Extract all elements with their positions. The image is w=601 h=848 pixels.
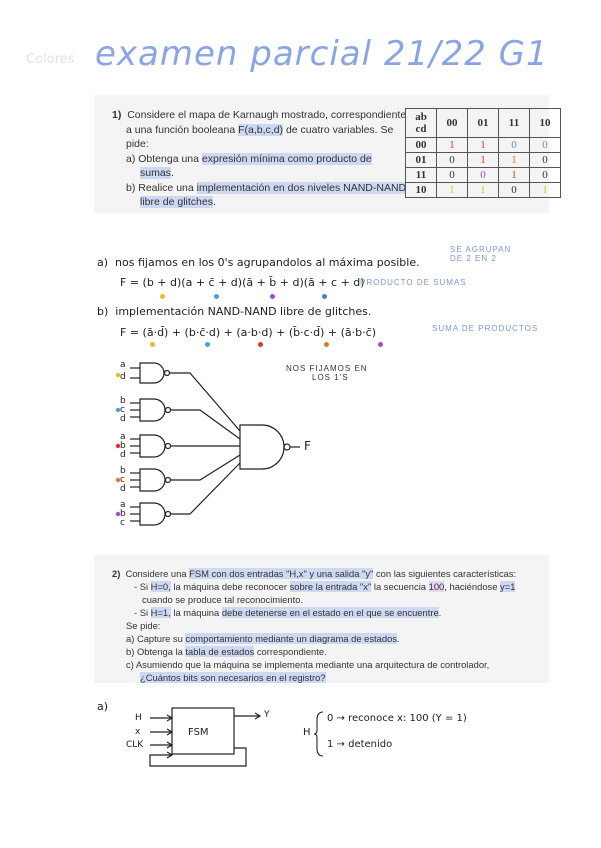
kmap-col-header: 11 — [499, 109, 530, 138]
kmap-row-header: 11 — [406, 168, 437, 183]
color-dot — [324, 342, 329, 347]
case-h-1: 1 → detenido — [327, 739, 393, 750]
brace-variable: H — [303, 727, 311, 738]
ghost-text: Colores — [26, 52, 75, 67]
question-2-text: 2) Considere una FSM con dos entradas "H,x" y una salida "y" con las siguientes características: - Si H=0, la máquina debe reconocer sobre la entrada "x" la secuencia 100, haciéndose y=1 cuando se produce tal reconocimiento. - Si H=1, la máquina debe detenerse en el estado en el que se encuentre. Se pide: a) Capture su comportamiento mediante un diagrama de estados. b) Obtenga la tabla de estados correspondiente. c) Asumiendo que la máquina se implementa mediante una arquitectura de controlador, ¿Cuántos bits son necesarios en el registro? — [112, 568, 517, 683]
circuit-output-label: F — [304, 439, 311, 453]
gate-input-label: b — [120, 441, 126, 451]
karnaugh-map — [405, 108, 561, 198]
gate-input-label: d — [120, 484, 126, 494]
kmap-cell: 1 — [437, 138, 468, 153]
answer-b-formula-note: SUMA DE PRODUCTOS — [432, 324, 539, 333]
kmap-cell: 0 — [468, 168, 499, 183]
kmap-cell: 0 — [499, 138, 530, 153]
gate-input-label: a — [120, 432, 126, 442]
fsm-input-clk: CLK — [126, 740, 144, 750]
fsm-input-h: H — [135, 713, 142, 723]
gate-input-label: b — [120, 509, 126, 519]
brace-icon — [313, 710, 325, 758]
color-dot — [322, 294, 327, 299]
case-h-0: 0 → reconoce x: 100 (Y = 1) — [327, 713, 467, 724]
kmap-cell: 0 — [530, 153, 561, 168]
color-dot — [214, 294, 219, 299]
gate-input-label: a — [120, 360, 126, 370]
kmap-cell: 1 — [530, 183, 561, 198]
color-dot — [270, 294, 275, 299]
gate-input-label: c — [120, 475, 125, 485]
kmap-cell: 0 — [437, 153, 468, 168]
answer-a-formula-note: PRODUCTO DE SUMAS — [360, 278, 467, 287]
kmap-corner: ab cd — [406, 109, 437, 138]
answer-b-note: NOS FIJAMOS EN LOS 1'S — [286, 364, 368, 382]
fsm-diagram — [120, 700, 280, 780]
answer-b-line: b) implementación NAND-NAND libre de glitches. — [97, 305, 372, 318]
gate-input-label: d — [120, 414, 126, 424]
gate-input-label: d — [120, 372, 126, 382]
gate-input-label: b — [120, 466, 126, 476]
kmap-cell: 0 — [437, 168, 468, 183]
gate-input-label: c — [120, 405, 125, 415]
kmap-row-header: 10 — [406, 183, 437, 198]
gate-input-label: b — [120, 396, 126, 406]
nand-circuit — [110, 355, 330, 535]
page-title: examen parcial 21/22 G1 — [95, 34, 549, 74]
fsm-input-x: x — [135, 727, 141, 737]
answer-b-formula: F = (ā·d̄) + (b·c̄·d) + (a·b·d) + (b̄·c·d̄) + (ā·b·c̄) — [120, 326, 376, 339]
gate-input-label: c — [120, 518, 125, 528]
kmap-cell: 0 — [530, 168, 561, 183]
answer-2-label: a) — [97, 700, 109, 713]
answer-a-note: SE AGRUPAN DE 2 EN 2 — [450, 245, 512, 263]
color-dot — [160, 294, 165, 299]
kmap-cell: 1 — [468, 183, 499, 198]
kmap-cell: 1 — [437, 183, 468, 198]
kmap-row-header: 00 — [406, 138, 437, 153]
kmap-col-header: 00 — [437, 109, 468, 138]
kmap-cell: 1 — [499, 168, 530, 183]
question-1-text: 1) Considere el mapa de Karnaugh mostrado, correspondiente a una función booleana F(a,b,c,d) de cuatro variables. Se pide: a) Obtenga una expresión mínima como producto de sumas. b) Realice una implementación en dos niveles NAND-NAND libre de glitches. — [112, 109, 407, 208]
answer-a-formula: F = (b + d)(a + c̄ + d)(ā + b̄ + d)(ā + c + d) — [120, 276, 365, 289]
kmap-row-header: 01 — [406, 153, 437, 168]
color-dot — [258, 342, 263, 347]
kmap-cell: 0 — [530, 138, 561, 153]
kmap-cell: 1 — [499, 153, 530, 168]
kmap-col-header: 10 — [530, 109, 561, 138]
kmap-cell: 0 — [499, 183, 530, 198]
fsm-output-y: Y — [264, 710, 270, 720]
color-dot — [150, 342, 155, 347]
color-dot — [205, 342, 210, 347]
kmap-col-header: 01 — [468, 109, 499, 138]
gate-input-label: d — [120, 450, 126, 460]
gate-input-label: a — [120, 500, 126, 510]
kmap-cell: 1 — [468, 153, 499, 168]
fsm-box-label: FSM — [188, 727, 209, 738]
color-dot — [378, 342, 383, 347]
answer-a-line: a) nos fijamos en los 0's agrupandolos al máxima posible. — [97, 256, 420, 269]
kmap-cell: 1 — [468, 138, 499, 153]
